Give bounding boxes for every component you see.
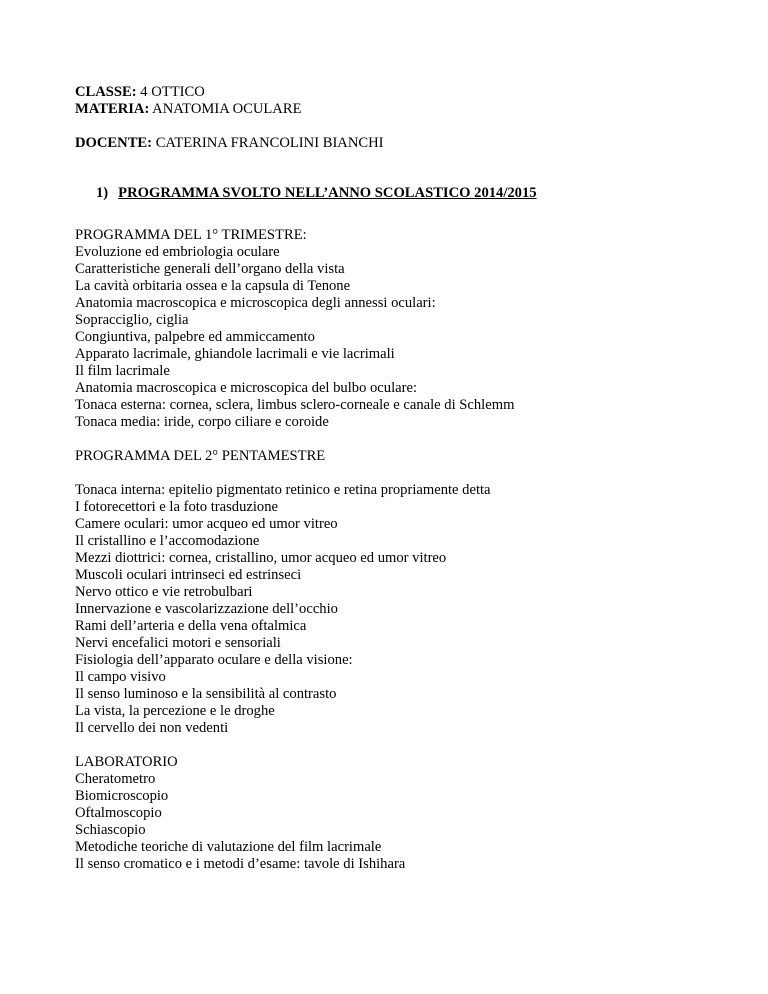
teacher-value: CATERINA FRANCOLINI BIANCHI [155, 135, 384, 151]
list-item: Il film lacrimale [75, 363, 170, 379]
document-page [75, 84, 715, 873]
list-item: Anatomia macroscopica e microscopica degli annessi oculari: [75, 295, 436, 311]
trimester-heading: PROGRAMMA DEL 1° TRIMESTRE: [75, 227, 307, 243]
laboratory-list [75, 771, 715, 873]
list-item: Congiuntiva, palpebre ed ammiccamento [75, 329, 315, 345]
section-title: PROGRAMMA SVOLTO NELL’ANNO SCOLASTICO 2014/2015 [118, 185, 537, 201]
section-number: 1) [96, 185, 109, 201]
list-item: Il cervello dei non vedenti [75, 720, 229, 736]
list-item: Cheratometro [75, 771, 156, 787]
list-item: Oftalmoscopio [75, 805, 162, 821]
teacher-label: DOCENTE: [75, 135, 153, 151]
list-item: I fotorecettori e la foto trasduzione [75, 499, 279, 515]
list-item: Tonaca interna: epitelio pigmentato retinico e retina propriamente detta [75, 482, 491, 498]
list-item: La cavità orbitaria ossea e la capsula di Tenone [75, 278, 351, 294]
list-item: Evoluzione ed embriologia oculare [75, 244, 280, 260]
list-item: Sopracciglio, ciglia [75, 312, 189, 328]
list-item: Metodiche teoriche di valutazione del film lacrimale [75, 839, 382, 855]
class-line [75, 84, 715, 101]
list-item: Mezzi diottrici: cornea, cristallino, umor acqueo ed umor vitreo [75, 550, 447, 566]
section-heading [75, 185, 715, 202]
list-item: Tonaca esterna: cornea, sclera, limbus sclero-corneale e canale di Schlemm [75, 397, 515, 413]
list-item: Caratteristiche generali dell’organo della vista [75, 261, 345, 277]
pentamester-list [75, 482, 715, 737]
list-item: La vista, la percezione e le droghe [75, 703, 275, 719]
list-item: Il senso luminoso e la sensibilità al contrasto [75, 686, 337, 702]
list-item: Tonaca media: iride, corpo ciliare e coroide [75, 414, 329, 430]
list-item: Il cristallino e l’accomodazione [75, 533, 260, 549]
subject-label: MATERIA: [75, 101, 150, 117]
subject-value: ANATOMIA OCULARE [152, 101, 302, 117]
list-item: Rami dell’arteria e della vena oftalmica [75, 618, 307, 634]
pentamester-heading: PROGRAMMA DEL 2° PENTAMESTRE [75, 448, 326, 464]
teacher-line [75, 135, 715, 152]
list-item: Il senso cromatico e i metodi d’esame: tavole di Ishihara [75, 856, 406, 872]
class-label: CLASSE: [75, 84, 137, 100]
class-value: 4 OTTICO [140, 84, 205, 100]
list-item: Nervo ottico e vie retrobulbari [75, 584, 253, 600]
list-item: Muscoli oculari intrinseci ed estrinseci [75, 567, 302, 583]
list-item: Nervi encefalici motori e sensoriali [75, 635, 281, 651]
subject-line [75, 101, 715, 118]
list-item: Il campo visivo [75, 669, 166, 685]
list-item: Schiascopio [75, 822, 146, 838]
list-item: Innervazione e vascolarizzazione dell’occhio [75, 601, 338, 617]
list-item: Apparato lacrimale, ghiandole lacrimali e vie lacrimali [75, 346, 395, 362]
list-item: Anatomia macroscopica e microscopica del bulbo oculare: [75, 380, 418, 396]
list-item: Biomicroscopio [75, 788, 169, 804]
trimester-list [75, 244, 715, 431]
list-item: Fisiologia dell’apparato oculare e della visione: [75, 652, 353, 668]
laboratory-heading: LABORATORIO [75, 754, 178, 770]
list-item: Camere oculari: umor acqueo ed umor vitreo [75, 516, 338, 532]
